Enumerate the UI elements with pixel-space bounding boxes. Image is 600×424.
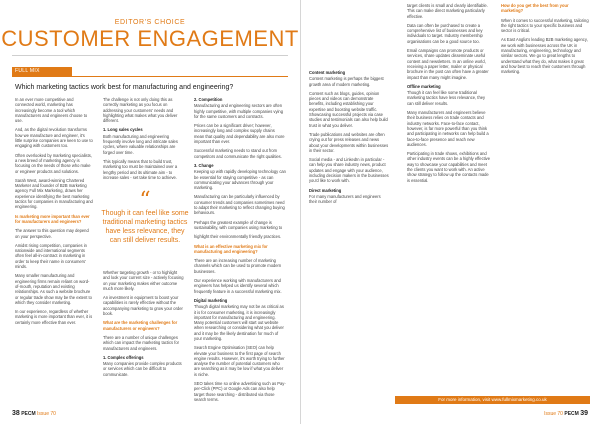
subheading: Content marketing <box>309 70 346 75</box>
left-column-2-top <box>103 97 185 189</box>
paragraph: Sarah West, award-winning Chartered Marketer and founder of B2B marketing agency Full Mix Marketing, draws her experience identifying the best marketing tactics for companies in manufacturing and engineering. <box>15 177 93 210</box>
paragraph: Perhaps the greatest example of change is sustainability, with companies using marketing to <box>194 219 283 230</box>
folio-right <box>544 410 588 417</box>
paragraph: Often overlooked by marketing specialists, a new breed of marketing agency is focusing on the needs of those who make or engineer products and solutions. <box>15 152 92 174</box>
paragraph: In our experience, regardless of whether marketing is more important than ever, it is certainly more effective than ever. <box>15 309 93 325</box>
paragraph: Our experience working with manufacturers and engineers has helped us identify several which frequently feature in a successful marketing mix. <box>194 278 282 294</box>
paragraph: Prices can be a significant driver; however, increasingly long and complex supply chains mean that quality and dependability are also more important than ever. <box>194 123 285 145</box>
paragraph: Content marketing is perhaps the biggest growth area of modern marketing. <box>309 76 384 87</box>
paragraph: highlight their environmentally friendly practices. <box>194 234 282 240</box>
publication-name: PECM <box>564 411 579 417</box>
paragraph: Amidst rising competition, companies in nationwide and international segments often feel all-in-contract in marketing in order to keep their name in consumers' minds. <box>15 242 87 270</box>
right-column-3 <box>501 3 589 79</box>
subheading: What is an effective marketing mix for manufacturing and engineering? <box>194 243 268 254</box>
paragraph: Participating in trade shows, exhibitions and other industry events can be a highly effective way to showcase your capabilities and meet the clients you want to work with. An active show strategy to follow up the contacts made is essential. <box>407 151 490 183</box>
paragraph: As East Anglia's leading B2B marketing agency, we work with businesses across the UK in manufacturing, engineering, technology and similar sectors. We go to great lengths to understand what they do, what makes it great and how best to reach their customers through marketing. <box>501 37 588 75</box>
quote-mark-icon: “ <box>139 188 151 213</box>
right-column-1 <box>309 70 389 209</box>
publication-name: PECM <box>21 411 36 417</box>
paragraph: There are a number of unique challenges which can impact the marketing tactics for manufacturers and engineers. <box>103 334 179 351</box>
subheading: Digital marketing <box>194 297 228 303</box>
paragraph: Trade publications and websites are often crying out for press releases and news about your developments within businesses in their sector. <box>309 131 389 153</box>
subheading: Direct marketing <box>309 187 342 193</box>
paragraph: There are an increasing number of marketing channels which can be used to promote modern businesses. <box>194 258 282 274</box>
paragraph: The challenge is not only doing this as correctly marketing as you focus on addressing your customers' needs and highlighting what makes what you deliver different. <box>103 97 178 124</box>
standfirst: Which marketing tactics work best for manufacturing and engineering? <box>15 84 234 91</box>
paragraph: An investment in equipment to boost your capabilities is rarely effective without the accompanying marketing to grow your order book. <box>103 295 183 317</box>
paragraph: Data can often be purchased to create a comprehensive list of businesses and key individuals to target. Industry membership organisations can be a good source too. <box>407 22 483 44</box>
paragraph: Content such as blogs, guides, opinion pieces and videos can demonstrate benefits, including establishing your expertise and boosting website traffic. Showcasing successful projects via case studies and testimonials can also help build trust in what you deliver. <box>309 90 388 128</box>
issue-number: Issue 70 <box>544 411 563 417</box>
subheading: 3. Change <box>194 162 214 168</box>
paragraph: The answer to this question may depend on your perspective. <box>15 228 89 239</box>
section-rule <box>12 76 288 77</box>
more-info-link[interactable]: For more information, visit www.fullmixmarketing.co.uk <box>395 396 590 404</box>
title-rule <box>12 55 288 56</box>
paragraph: This typically means that to build trust, marketing too must be maintained over a lengthy period and its ultimate aim - to increase sales - set take time to achieve. <box>103 158 178 180</box>
subheading: 1. Long sales cycles <box>103 127 143 133</box>
left-column-2-bottom <box>103 270 185 381</box>
paragraph: In an ever more competitive and connected world, marketing has increasingly become a tool which manufacturers and engineers choose to use. <box>15 97 88 124</box>
section-tag: FULL MIX MARKETING <box>12 67 72 76</box>
paragraph: Though digital marketing may not be as critical as it is for consumer marketing, it is increasingly important for manufacturing and engineering. Many potential customers will start out website when researching or considering what you deliver and it may be the likely destination for much of your marketing. <box>194 304 284 341</box>
paragraph: Social media - and LinkedIn in particular - can help you share industry news, product updates and engage with your audience, including decision makers in the businesses you'd like to work with. <box>309 157 389 184</box>
paragraph: SEO takes time so online advertising such as Pay-per-Click (PPC) or Google Ads can also help target those searching - distributed via those search terms. <box>194 381 286 402</box>
paragraph: 2. Competition <box>194 97 223 102</box>
section-kicker: EDITOR'S CHOICE <box>114 19 186 26</box>
page-title: CUSTOMER ENGAGEMENT <box>1 26 299 51</box>
paragraph: target clients is small and clearly identifiable. This can make direct marketing particularly effective. <box>407 3 488 19</box>
page-number: 38 <box>12 410 20 417</box>
paragraph: When it comes to successful marketing, tailoring the right tactics to your specific business and sector is critical. <box>501 17 589 34</box>
paragraph: Many manufacturers and engineers believe their business relies on trade contacts and industry networks. Face-to-face contact, however, is far more powerful than you think and participating in networks can help build a face-to-face presence and reach new audiences. <box>407 110 489 147</box>
right-column-2 <box>407 3 491 187</box>
paragraph: Search Engine Optimisation (SEO) can help elevate your business to the first page of search engine results. However, it's worth trying to further analyse the number of potential customers who are searching as it may be low if what you deliver is niche. <box>194 345 285 377</box>
paragraph: Whether targeting growth - or to highlight and look your current size - actively focusing on your marketing makes either outcome much more likely. <box>103 270 184 291</box>
folio-left <box>12 410 56 417</box>
subheading: Offline marketing <box>407 83 441 89</box>
subheading: 1. Complex offerings <box>103 354 144 360</box>
paragraph: Though it can feel like some traditional marketing tactics have less relevance, they can still deliver results. <box>407 90 486 106</box>
subheading: How do you get the best from your marketing? <box>501 3 569 14</box>
right-page <box>300 0 600 424</box>
pull-quote-text: Though it can feel like some traditional marketing tactics have less relevance, they can still deliver results. <box>101 210 189 244</box>
left-column-1 <box>15 97 93 329</box>
paragraph: Many smaller manufacturing and engineering firms remain reliant on word-of-mouth, reputation and existing relationships. As such a website brochure or regular trade show may be the extent to which they consider marketing. <box>15 273 92 305</box>
paragraph: And, as the digital revolution transforms how we manufacture and engineer, it's little surprise companies are keen to use to engaging with customers too. <box>15 127 93 149</box>
issue-number: Issue 70 <box>37 411 56 417</box>
paragraph: Manufacturing and engineering sectors are often highly competitive, with multiple companies vying for the same customers and contracts. <box>194 103 283 119</box>
subheading: Is marketing more important than ever for manufacturers and engineers? <box>15 213 90 224</box>
paragraph: Both manufacturing and engineering frequently involve long and intricate sales cycles, where valuable relationships are forged over time. <box>103 133 178 155</box>
page-number: 39 <box>580 410 588 417</box>
paragraph: Email campaigns can promote products or services, share updates disseminate useful content and newsletters. In an online world, receiving a paper letter, mailer or physical brochure in the post can often have a greater impact than many might imagine. <box>407 48 489 80</box>
paragraph: Many companies provide complex products or services which can be difficult to communicate. <box>103 361 182 377</box>
paragraph: Manufacturing can be particularly influenced by consumer trends and companies sometimes need to adapt their marketing to reflect changing buying behaviours. <box>194 194 285 216</box>
paragraph: Successful marketing needs to stand out from competitors and communicate the right qualities. <box>194 148 282 159</box>
paragraph: Keeping up with rapidly developing technology can be essential for staying competitive - as can communicating your advances through your marketing. <box>194 169 286 191</box>
paragraph: For many manufacturers and engineers their number of <box>309 193 381 205</box>
pull-quote <box>100 188 190 245</box>
subheading: What are the marketing challenges for manufacturers or engineers? <box>103 320 178 331</box>
left-column-3 <box>194 97 286 406</box>
